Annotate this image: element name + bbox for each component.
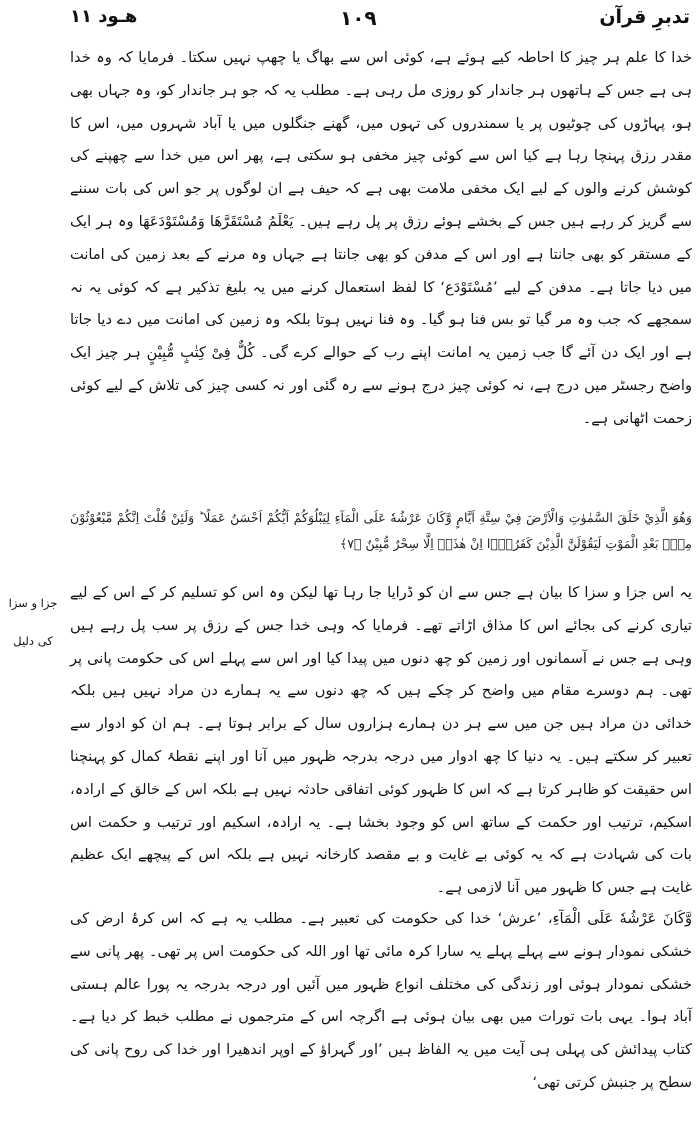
page-number: ۱۰۹ [340,6,377,30]
book-title: تدبرِ قرآن [599,6,690,28]
commentary-paragraph-1: خدا کا علم ہر چیز کا احاطہ کیے ہوئے ہے، کوئی اس سے بھاگ یا چھپ نہیں سکتا۔ فرمایا کہ وہ خدا ہی ہے جس کے ہاتھوں ہر جاندار کو روزی مل رہی ہے۔ مطلب یہ کہ جو ہر جاندار کو، وہ جہاں بھی ہو، پہاڑوں کی چوٹیوں پر یا سمندروں کی تہوں میں، گھنے جنگلوں میں یا آباد شہروں میں، اس کا مقدر رزق پہنچا رہا ہے کیا اس سے کوئی چیز مخفی ہو سکتی ہے، پھر اس میں خدا سے چھپنے کی کوشش کرنے والوں کے لیے ایک مخفی ملامت بھی ہے کہ حیف ہے ان لوگوں پر جو اس کی بات سننے سے گریز کر رہے ہیں جس کے بخشے ہوئے رزق پر پل رہے ہیں۔ یَعْلَمُ مُسْتَقَرَّهَا وَمُسْتَوْدَعَهَا وہ ہر ایک کے مستقر کو بھی جانتا ہے اور اس کے مدفن کو بھی جانتا ہے جہاں وہ مرنے کے بعد زمین کی امانت میں دیا جاتا ہے۔ مدفن کے لیے ’مُسْتَوْدَع‘ کا لفظ استعمال کرنے میں یہ بلیغ تذکیر ہے کہ کوئی یہ نہ سمجھے کہ جب وہ مر گیا تو بس فنا ہو گیا۔ وہ فنا نہیں ہوتا بلکہ وہ زمین کی امانت میں دے دیا جاتا ہے اور ایک دن آئے گا جب زمین یہ امانت اپنے رب کے حوالے کرے گی۔ کُلٌّ فِیْ کِتٰبٍ مُّبِیْنٍ ہر چیز ایک واضح رجسٹر میں درج ہے، نہ کوئی چیز درج ہونے سے رہ گئی اور نہ کسی چیز کی تلاش کے لیے کوئی زحمت اٹھانی ہے۔ [70,49,692,427]
margin-note: جزا و سزا کی دلیل [8,596,58,648]
commentary-paragraph-2: یہ اس جزا و سزا کا بیان ہے جس سے ان کو ڈرایا جا رہا تھا لیکن وہ اس کو تسلیم کر کے اس کے لیے تیاری کرنے کی بجائے اس کا مذاق اڑاتے تھے۔ فرمایا کہ وہی خدا جس کے رزق پر سب پل رہے ہیں وہی ہے جس نے آسمانوں اور زمین کو چھ دنوں میں پیدا کیا اور اس سے پہلے اس کی حکومت پانی پر تھی۔ ہم دوسرے مقام میں واضح کر چکے ہیں کہ چھ دنوں سے یہ ہمارے دن مراد نہیں ہیں بلکہ خدائی دن مراد ہیں جن میں سے ہر دن ہمارے ہزاروں سال کے برابر ہوتا ہے۔ ہم ان کو ادوار سے تعبیر کر سکتے ہیں۔ یہ دنیا کا چھ ادوار میں درجہ بدرجہ ظہور میں آنا اور اپنے نقطۂ کمال کو پہنچنا اس حقیقت کو ظاہر کرتا ہے کہ اس کا ظہور کوئی اتفاقی حادثہ نہیں ہے بلکہ اس کے خالق کے ارادہ، اسکیم، ترتیب اور حکمت کے ساتھ اس کو وجود بخشا ہے۔ یہ ارادہ، اسکیم اور ترتیب و حکمت اس بات کی شہادت ہے کہ یہ کوئی بے غایت و بے مقصد کارخانہ نہیں ہے بلکہ اس کے پیچھے ایک عظیم غایت ہے جس کا ظہور میں آنا لازمی ہے۔ [70,584,692,897]
surah-label: هـود ۱۱ [70,6,138,27]
page-header [70,6,690,40]
commentary-paragraph-3: وَّكَانَ عَرْشُهٗ عَلَى الْمَآءِ، ’عرش‘ خدا کی حکومت کی تعبیر ہے۔ مطلب یہ ہے کہ اس کرۂ ارض کی خشکی نمودار ہونے سے پہلے پہلے یہ سارا کرہ مائی تھا اور اللہ کی حکومت اس پر تھی۔ پھر پانی سے خشکی نمودار ہوئی اور زندگی کی مختلف انواع ظہور میں آئیں اور درجہ بدرجہ یہ پورا عالم ہستی آباد ہوا۔ یہی بات تورات میں بھی بیان ہوئی ہے اگرچہ اس کے مترجموں نے مطلب خبط کر دیا ہے۔ کتاب پیدائش کی پہلی ہی آیت میں یہ الفاظ ہیں ’اور گہراؤ کے اوپر اندھیرا اور خدا کی روح پانی کی سطح پر جنبش کرتی تھی‘ [70,910,692,1091]
quran-verse: وَهُوَ الَّذِيْ خَلَقَ السَّمٰوٰتِ وَالْاَرْضَ فِيْ سِتَّةِ اَيَّامٍ وَّكَانَ عَرْشُهٗ عَلَى الْمَآءِ لِيَبْلُوَكُمْ اَيُّكُمْ اَحْسَنُ عَمَلًا ؕ وَلَئِنْ قُلْتَ اِنَّكُمْ مَّبْعُوْثُوْنَ مِنْۢ بَعْدِ الْمَوْتِ لَيَقُوْلَنَّ الَّذِيْنَ كَفَرُوْۤا اِنْ هٰذَاۤ اِلَّا سِحْرٌ مُّبِيْنٌ ﴿۷﴾ [70,510,692,551]
